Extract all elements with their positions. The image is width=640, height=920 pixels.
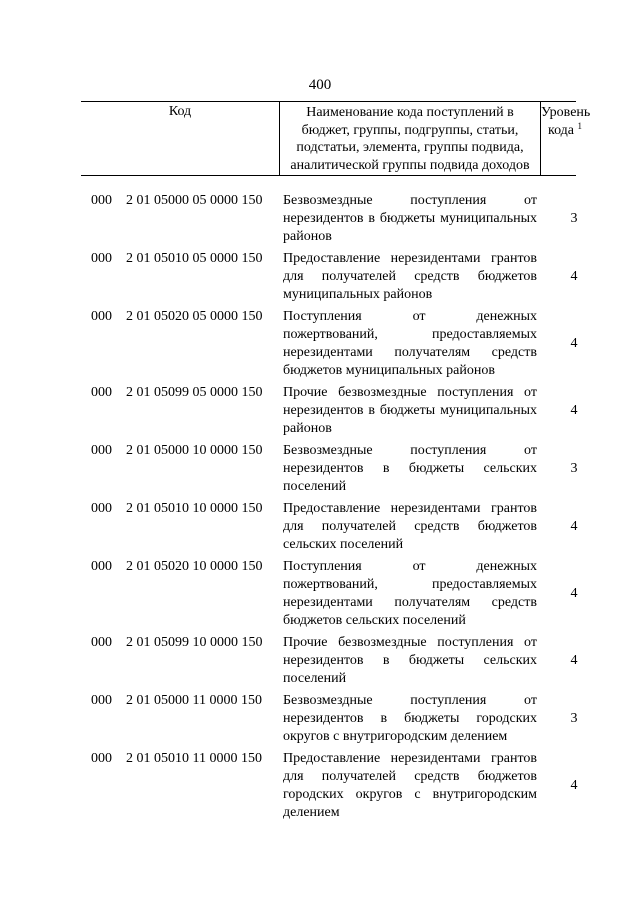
header-name-line: бюджет, группы, подгруппы, статьи, — [301, 122, 519, 138]
row-level: 3 — [570, 711, 578, 726]
table-body — [0, 192, 640, 826]
footnote-marker: 1 — [577, 120, 583, 131]
row-name: Предоставление нерезидентами грантов для получателей средств бюджетов муниципальных районов — [283, 251, 537, 302]
header-level-label: кода — [547, 122, 575, 138]
header-name-line: Наименование кода поступлений в — [306, 105, 514, 120]
row-level: 4 — [570, 269, 578, 284]
row-name: Поступления от денежных пожертвований, предоставляемых нерезидентами получателям средств бюджетов сельских поселений — [283, 559, 537, 628]
row-prefix: 000 — [91, 193, 112, 208]
header-level-line: Уровень — [541, 105, 591, 120]
header-level-line — [541, 122, 589, 140]
row-level: 4 — [570, 586, 578, 601]
row-prefix: 000 — [91, 309, 112, 324]
row-name: Предоставление нерезидентами грантов для получателей средств бюджетов сельских поселений — [283, 501, 537, 552]
row-name: Безвозмездные поступления от нерезидентов в бюджеты городских округов с внутригородским делением — [283, 693, 537, 744]
row-prefix: 000 — [91, 751, 112, 766]
row-level: 4 — [570, 653, 578, 668]
row-name: Поступления от денежных пожертвований, предоставляемых нерезидентами получателям средств бюджетов муниципальных районов — [283, 309, 537, 378]
header-name-line: подстатьи, элемента, группы подвида, — [296, 140, 524, 155]
table-row — [0, 692, 640, 746]
table-row — [0, 500, 640, 554]
table-row — [0, 750, 640, 822]
row-prefix: 000 — [91, 693, 112, 708]
row-level: 4 — [570, 519, 578, 534]
row-code: 2 01 05010 05 0000 150 — [126, 251, 263, 266]
table-header — [81, 101, 591, 176]
table-row — [0, 308, 640, 380]
table-row — [0, 634, 640, 688]
row-prefix: 000 — [91, 559, 112, 574]
row-name: Безвозмездные поступления от нерезидентов в бюджеты сельских поселений — [283, 443, 537, 494]
row-level: 3 — [570, 461, 578, 476]
table-row — [0, 384, 640, 438]
page-number: 400 — [308, 77, 332, 93]
row-prefix: 000 — [91, 251, 112, 266]
header-code: Код — [168, 104, 192, 119]
row-prefix: 000 — [91, 443, 112, 458]
row-code: 2 01 05010 11 0000 150 — [126, 751, 262, 766]
row-level: 4 — [570, 336, 578, 351]
header-name — [280, 104, 540, 174]
row-level: 4 — [570, 778, 578, 793]
row-code: 2 01 05010 10 0000 150 — [126, 501, 263, 516]
row-name: Предоставление нерезидентами грантов для получателей средств бюджетов городских округов с внутригородским делением — [283, 751, 537, 820]
header-level — [541, 104, 589, 139]
row-code: 2 01 05099 10 0000 150 — [126, 635, 263, 650]
row-prefix: 000 — [91, 501, 112, 516]
table-row — [0, 442, 640, 496]
row-name: Прочие безвозмездные поступления от нерезидентов в бюджеты муниципальных районов — [283, 385, 537, 436]
table-row — [0, 558, 640, 630]
header-name-line: аналитической группы подвида доходов — [290, 157, 530, 173]
row-code: 2 01 05020 05 0000 150 — [126, 309, 263, 324]
row-code: 2 01 05000 05 0000 150 — [126, 193, 263, 208]
row-name: Прочие безвозмездные поступления от нерезидентов в бюджеты сельских поселений — [283, 635, 537, 686]
row-prefix: 000 — [91, 635, 112, 650]
row-prefix: 000 — [91, 385, 112, 400]
table-row — [0, 192, 640, 246]
row-code: 2 01 05000 10 0000 150 — [126, 443, 263, 458]
row-level: 3 — [570, 211, 578, 226]
row-code: 2 01 05000 11 0000 150 — [126, 693, 262, 708]
table-row — [0, 250, 640, 304]
row-code: 2 01 05099 05 0000 150 — [126, 385, 263, 400]
row-code: 2 01 05020 10 0000 150 — [126, 559, 263, 574]
row-name: Безвозмездные поступления от нерезидентов в бюджеты муниципальных районов — [283, 193, 537, 244]
row-level: 4 — [570, 403, 578, 418]
